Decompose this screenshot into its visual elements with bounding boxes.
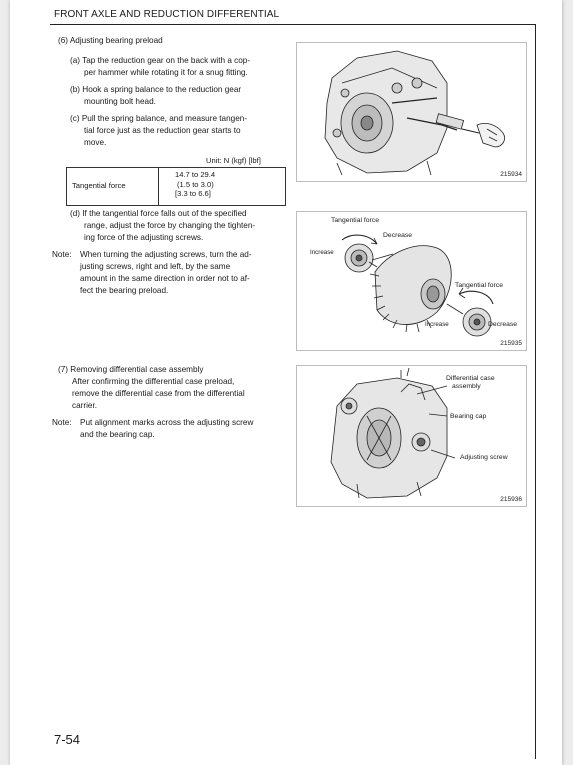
note2-line1: Put alignment marks across the adjusting screw bbox=[80, 418, 254, 427]
note1-line4: fect the bearing preload. bbox=[80, 286, 169, 295]
step-c-line3: move. bbox=[84, 138, 107, 147]
step-b-line2: mounting bolt head. bbox=[84, 97, 156, 106]
step-b-line1: (b) Hook a spring balance to the reduction gear bbox=[70, 85, 242, 94]
table-value-kgf: (1.5 to 3.0) bbox=[177, 180, 214, 189]
differential-case-illustration bbox=[297, 366, 526, 506]
label-increase-bottom: Increase bbox=[425, 321, 449, 328]
figure-differential-case bbox=[296, 365, 527, 507]
page-border-line bbox=[535, 24, 536, 759]
label-differential-case-line2: assembly bbox=[452, 383, 481, 390]
step-c-line2: tial force just as the reduction gear starts to bbox=[84, 126, 241, 135]
figure-3-number: 215936 bbox=[500, 496, 522, 503]
section6-heading: (6) Adjusting bearing preload bbox=[58, 36, 163, 45]
step-d-line3: ing force of the adjusting screws. bbox=[84, 233, 204, 242]
note2-line2: and the bearing cap. bbox=[80, 430, 155, 439]
manual-page bbox=[10, 0, 562, 765]
note2-prefix: Note: bbox=[52, 418, 72, 427]
section7-body-line1: After confirming the differential case preload, bbox=[72, 377, 235, 386]
step-a-line2: per hammer while rotating it for a snug fitting. bbox=[84, 68, 248, 77]
note1-prefix: Note: bbox=[52, 250, 72, 259]
label-bearing-cap: Bearing cap bbox=[450, 413, 487, 420]
table-value-newton: 14.7 to 29.4 bbox=[175, 170, 216, 179]
page-number: 7-54 bbox=[54, 732, 81, 747]
unit-label: Unit: N (kgf) [lbf] bbox=[206, 156, 261, 165]
table-row-label: Tangential force bbox=[72, 181, 126, 190]
table-value-lbf: [3.3 to 6.6] bbox=[175, 189, 211, 198]
step-d-line1: (d) If the tangential force falls out of the specified bbox=[70, 209, 247, 218]
note1-line1: When turning the adjusting screws, turn the ad- bbox=[80, 250, 252, 259]
section7-body-line2: remove the differential case from the differential bbox=[72, 389, 245, 398]
note1-line3: amount in the same direction in order not to af- bbox=[80, 274, 250, 283]
figure-tangential-force bbox=[296, 211, 527, 351]
label-decrease-top: Decrease bbox=[383, 232, 413, 239]
label-adjusting-screw: Adjusting screw bbox=[460, 454, 508, 461]
section7-heading: (7) Removing differential case assembly bbox=[58, 365, 204, 374]
differential-spring-balance-illustration bbox=[297, 43, 526, 181]
note1-line2: justing screws, right and left, by the same bbox=[80, 262, 231, 271]
page-header-title: FRONT AXLE AND REDUCTION DIFFERENTIAL bbox=[54, 9, 280, 20]
section7-body-line3: carrier. bbox=[72, 401, 98, 410]
step-d-line2: range, adjust the force by changing the tighten- bbox=[84, 221, 256, 230]
label-decrease-bottom: Decrease bbox=[488, 321, 518, 328]
figure-spring-balance bbox=[296, 42, 527, 182]
tangential-force-table bbox=[66, 167, 286, 206]
header-rule bbox=[50, 24, 536, 25]
label-tangential-force-top: Tangential force bbox=[331, 217, 379, 224]
figure-1-number: 215934 bbox=[500, 171, 522, 178]
label-increase-left: Increase bbox=[310, 249, 334, 256]
figure-2-number: 215935 bbox=[500, 340, 522, 347]
step-c-line1: (c) Pull the spring balance, and measure tangen- bbox=[70, 114, 248, 123]
step-a-line1: (a) Tap the reduction gear on the back with a cop- bbox=[70, 56, 251, 65]
label-differential-case-line1: Differential case bbox=[446, 375, 495, 382]
label-tangential-force-right: Tangential force bbox=[455, 282, 503, 289]
table-divider bbox=[158, 168, 159, 205]
